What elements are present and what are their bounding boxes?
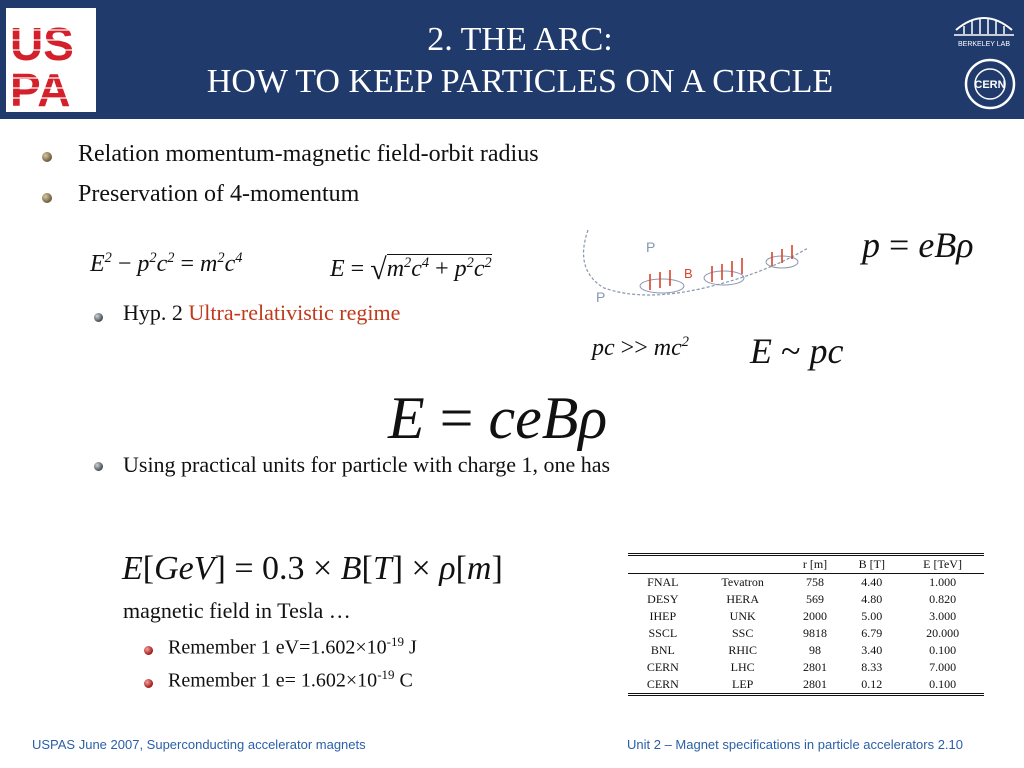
bullet-marker [42,193,52,203]
bullet-hypothesis-2 [123,300,400,326]
table-header-cell: B [T] [842,555,901,574]
particle-orbit-sketch [574,222,814,308]
table-cell: FNAL [647,575,679,589]
table-cell: SSCL [648,626,678,640]
table-cell: HERA [726,592,759,606]
table-cell: 0.100 [901,676,984,695]
remember-charge-unit: C [394,669,413,692]
table-cell: 0.12 [842,676,901,695]
footer-unit-page: Unit 2 – Magnet specifications in particle accelerators 2.10 [627,737,964,752]
table-row [628,591,984,608]
bullet-remember-ev [168,634,417,660]
cern-logo-text: CERN [974,79,1006,91]
berkeley-lab-logo [948,4,1020,50]
berkeley-lab-text: BERKELEY LAB [957,41,1011,48]
slide-title-line2: HOW TO KEEP PARTICLES ON A CIRCLE [206,63,834,100]
table-row [628,574,984,592]
table-cell: 7.000 [929,660,957,674]
bullet-practical-units: Using practical units for particle with charge 1, one has [123,452,611,477]
table-cell: 2000 [803,609,828,623]
accelerator-table [628,553,984,696]
remember-ev-text: Remember 1 eV=1.602×10 [168,636,387,659]
table-header-cell: r [m] [788,555,843,574]
uspas-logo-pas: PA [10,64,71,112]
uspas-logo [6,8,96,112]
table-cell: 0.820 [929,592,957,606]
table-header-cell: E [TeV] [901,555,984,574]
remember-ev-exponent: -19 [386,634,404,649]
footer-course-info: USPAS June 2007, Superconducting accelerator magnets [32,737,366,752]
bullet-marker [42,152,52,162]
text-magnetic-field-tesla: magnetic field in Tesla … [123,598,351,623]
sketch-label-p-upper: P [646,239,656,255]
table-cell: LHC [730,660,755,674]
table-cell: RHIC [728,643,757,657]
bullet-remember-charge [168,667,413,693]
table-cell: 569 [806,592,825,606]
slide-title-line1: 2. THE ARC: [427,21,613,58]
table-cell: SSC [731,626,754,640]
formula-energy-momentum: $E^2 - p^2c^2 = m^2c^4$ [90,250,243,277]
bullet-marker [144,679,153,688]
table-row [628,625,984,642]
header-bar [0,0,1024,119]
bullet-momentum-field-radius: Relation momentum-magnetic field-orbit radius [78,141,539,167]
table-row [628,676,984,695]
table-cell: 4.80 [861,592,883,606]
table-header-cell [628,555,698,574]
table-row [628,608,984,625]
table-cell: 20.000 [926,626,960,640]
table-cell: CERN [628,676,698,695]
table-cell: 3.40 [861,643,883,657]
table-cell: BNL [650,643,675,657]
table-cell: 9818 [803,626,828,640]
table-cell: IHEP [649,609,677,623]
table-cell: Tevatron [721,575,764,589]
table-cell: 8.33 [861,660,883,674]
table-header-cell [698,555,788,574]
formula-p-ebrho: p = eBρ [862,225,974,265]
table-cell: 1.000 [929,575,957,589]
bullet-marker [94,313,103,322]
table-cell: LEP [698,676,788,695]
table-cell: 758 [806,575,825,589]
table-cell: UNK [729,609,756,623]
table-cell: 6.79 [861,626,883,640]
formula-e-sim-pc: E ~ pc [750,331,844,371]
formula-practical-units: E[GeV] = 0.3 × B[T] × ρ[m] [122,550,503,587]
table-cell: 2801 [803,660,828,674]
table-cell: 0.100 [929,643,957,657]
sketch-label-p-lower: P [596,289,606,305]
uspas-logo-us: US [10,18,74,70]
table-header-row [628,555,984,574]
table-cell: 5.00 [861,609,883,623]
table-cell: 4.40 [861,575,883,589]
bullet-marker [94,462,103,471]
remember-charge-text: Remember 1 e= 1.602×10 [168,669,378,692]
table-cell: CERN [646,660,679,674]
bullet-four-momentum: Preservation of 4-momentum [78,181,360,207]
formula-pc-gg-mc2: pc >> $mc^2$ [592,334,689,361]
table-cell: DESY [647,592,679,606]
table-cell: 98 [809,643,822,657]
hypothesis-label: Hyp. 2 [123,300,189,325]
table-row [628,642,984,659]
sketch-label-b: B [684,266,693,281]
bullet-marker [144,646,153,655]
ultra-relativistic-label: Ultra-relativistic regime [188,300,401,325]
cern-logo [960,54,1020,114]
remember-charge-exponent: -19 [377,667,395,682]
formula-energy-sqrt: $E = √m^2c^4 + p^2c^2$ [330,253,492,286]
table-cell: 2801 [788,676,843,695]
table-row [628,659,984,676]
table-cell: 3.000 [929,609,957,623]
formula-e-cebrho: E = ceBρ [388,385,608,451]
remember-ev-unit: J [403,636,417,659]
